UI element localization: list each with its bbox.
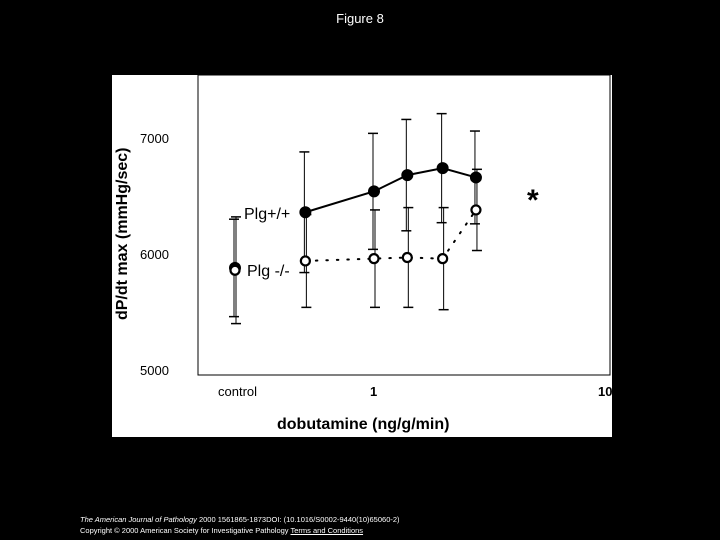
data-point — [437, 163, 448, 174]
terms-link[interactable]: Terms and Conditions — [290, 526, 364, 535]
y-tick-label: 7000 — [140, 131, 169, 146]
y-tick-label: 6000 — [140, 247, 169, 262]
series-label-plg-wt: Plg+/+ — [244, 206, 291, 223]
series-line — [305, 210, 476, 261]
journal-name: The American Journal of Pathology — [80, 515, 197, 524]
data-point — [231, 266, 240, 275]
significance-asterisk: * — [527, 184, 539, 217]
data-point — [471, 205, 480, 214]
data-point — [369, 186, 380, 197]
data-point — [300, 207, 311, 218]
data-point — [470, 172, 481, 183]
data-point — [370, 254, 379, 263]
copyright-text: Copyright © 2000 American Society for Investigative Pathology — [80, 526, 289, 535]
series-label-plg-ko: Plg -/- — [247, 263, 290, 280]
citation-text: 2000 1561865-1873DOI: (10.1016/S0002-9440(10)65060-2) — [196, 515, 400, 524]
x-tick-label: 10 — [598, 384, 612, 399]
series-line — [305, 168, 476, 212]
y-tick-label: 5000 — [140, 363, 169, 378]
x-tick-label: control — [218, 384, 258, 399]
data-point — [301, 256, 310, 265]
y-axis-label: dP/dt max (mmHg/sec) — [114, 147, 131, 320]
citation-footer — [80, 514, 400, 536]
data-point — [438, 254, 447, 263]
dobutamine-chart — [112, 75, 612, 437]
chart-panel — [112, 75, 612, 437]
x-axis-label: dobutamine (ng/g/min) — [277, 416, 450, 433]
figure-title: Figure 8 — [336, 11, 384, 26]
data-point — [402, 170, 413, 181]
x-tick-label: 1 — [370, 384, 378, 399]
data-point — [403, 253, 412, 262]
